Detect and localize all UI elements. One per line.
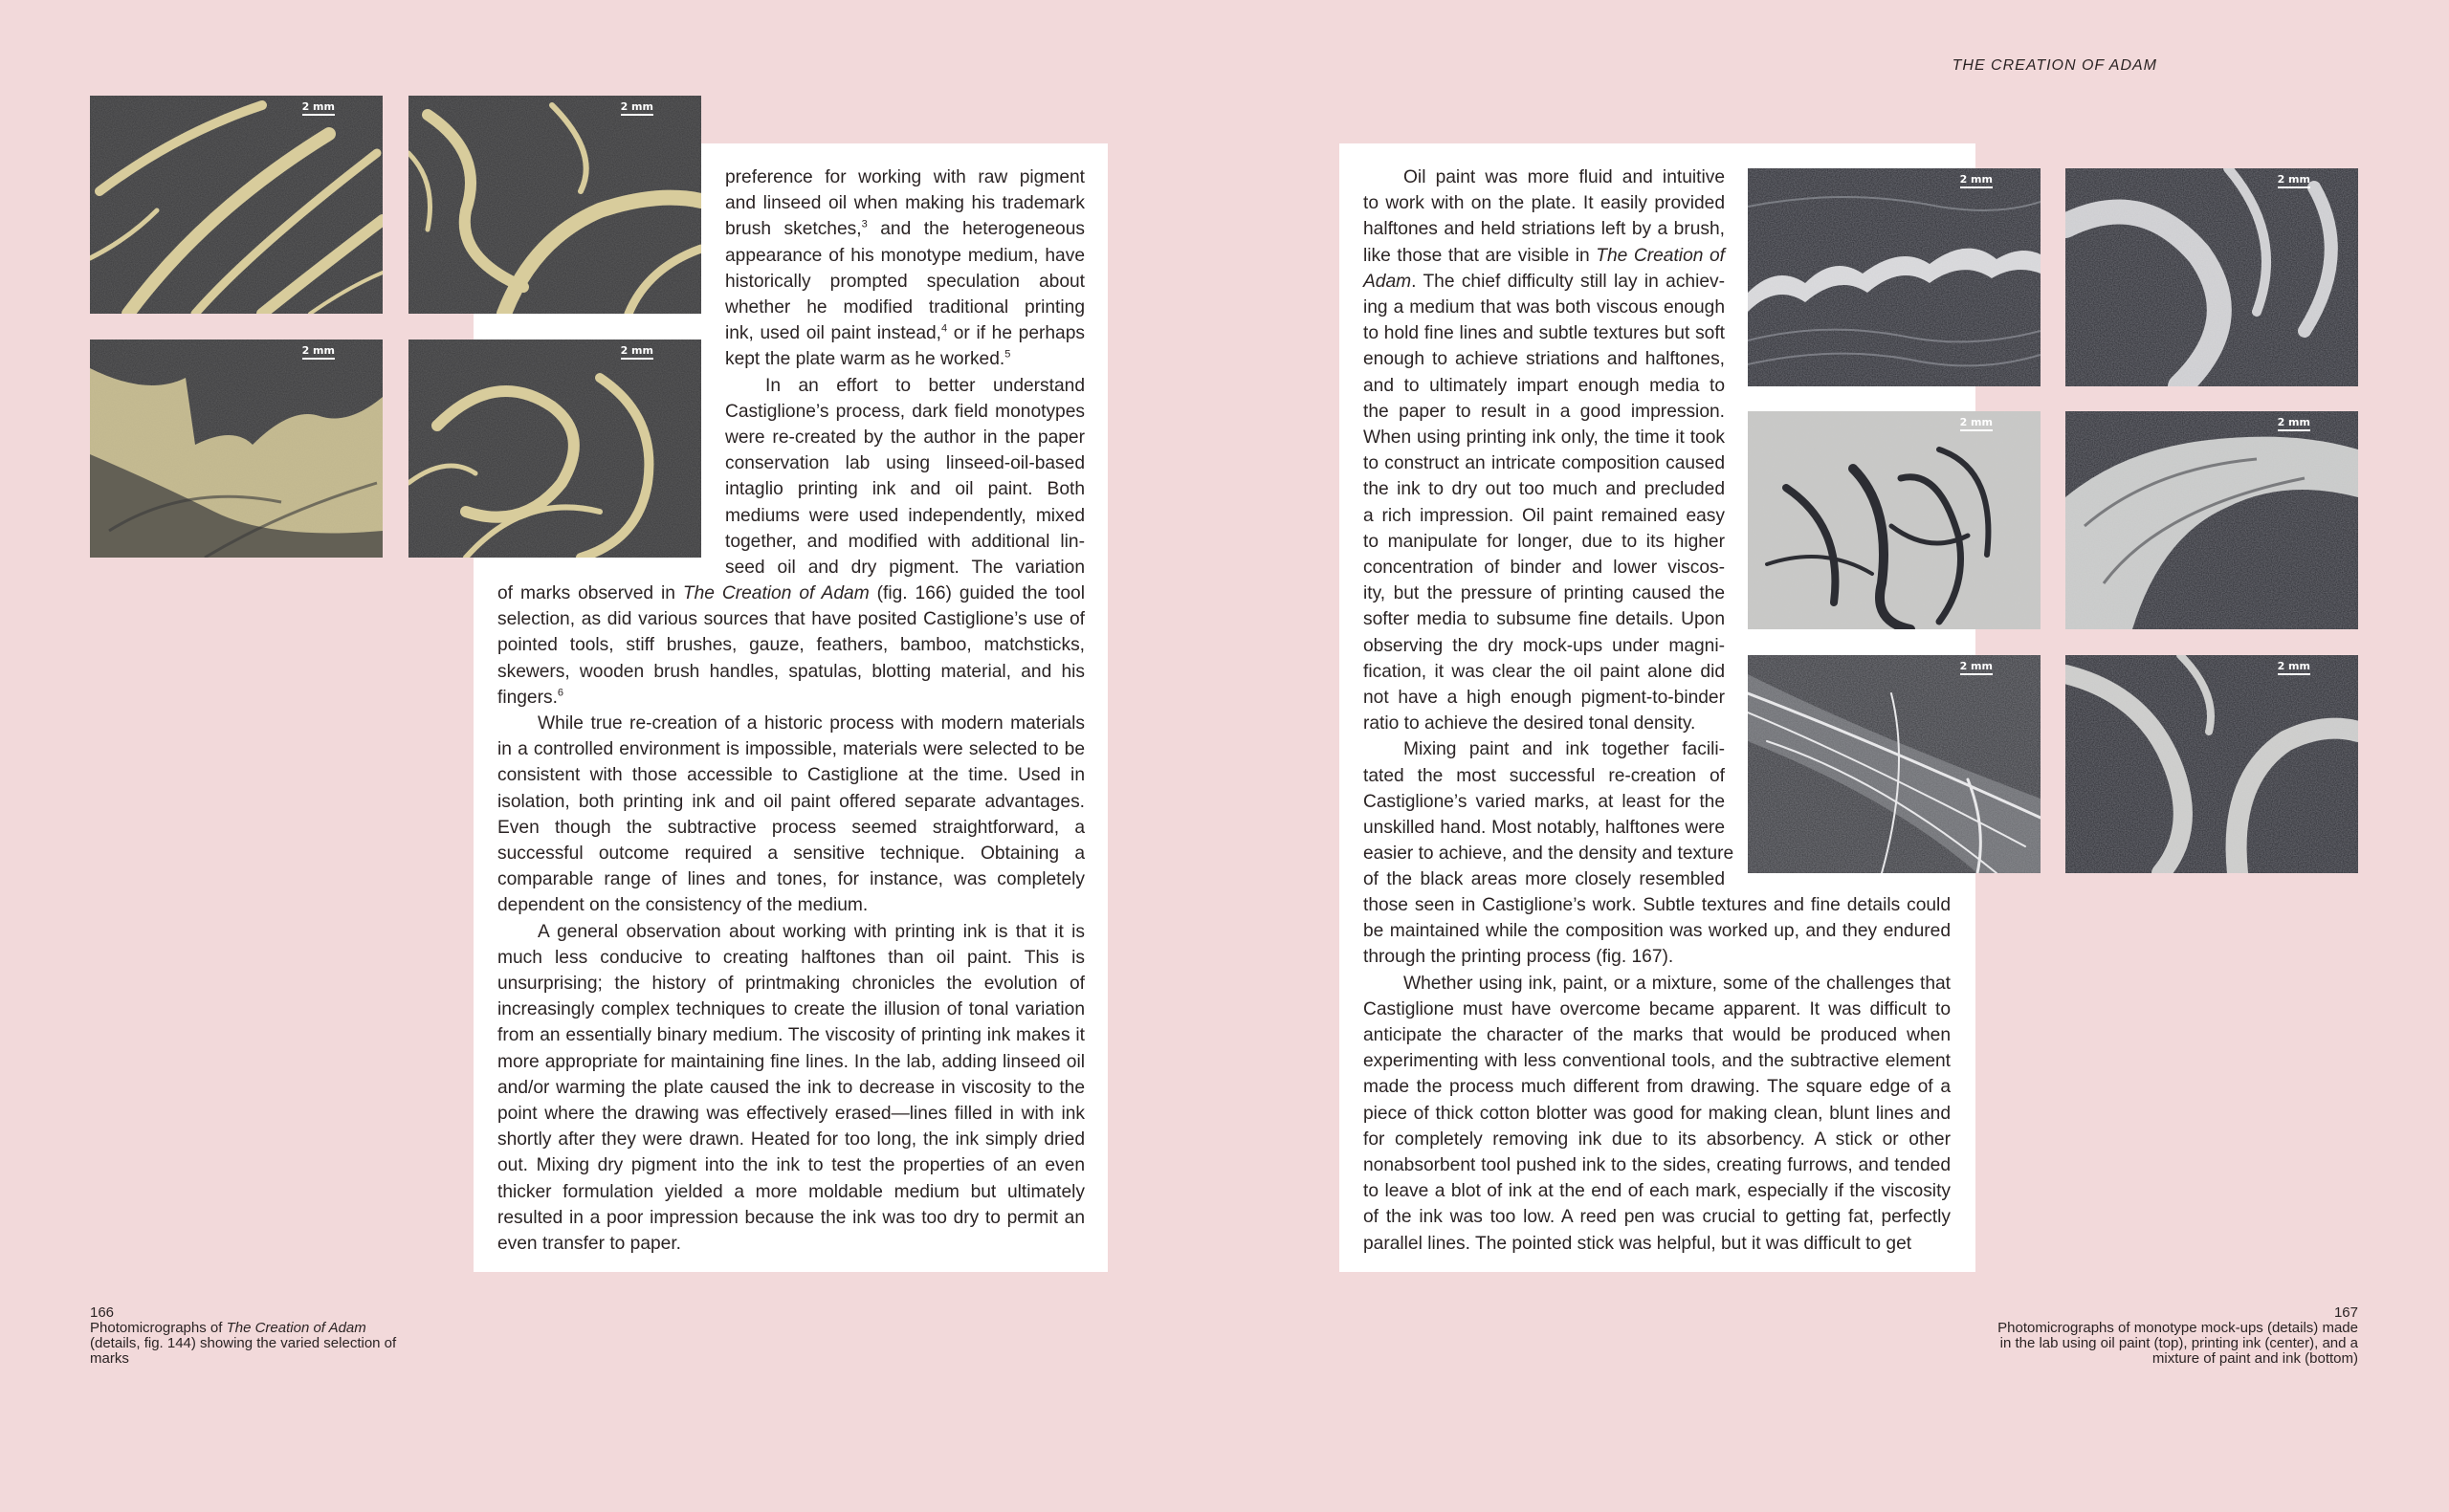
- oil-paint-mockup-2: [2065, 168, 2358, 386]
- text-line: unskilled hand. Most notably, halftones were: [1363, 818, 1725, 839]
- text-line: were re-created by the author in the paper: [725, 427, 1085, 449]
- running-head: THE CREATION OF ADAM: [1952, 57, 2157, 74]
- text-line: observing the dry mock-ups under magni-: [1363, 635, 1725, 656]
- work-title: The Creation of Adam: [682, 583, 870, 603]
- text-line: conservation lab using linseed-oil-based: [725, 453, 1085, 474]
- text-line: of the black areas more closely resembled: [1363, 869, 1725, 890]
- footnote-ref: 4: [941, 322, 948, 335]
- text-line: to manipulate for longer, due to its higher: [1363, 531, 1725, 552]
- text-line: tated the most successful re-creation of: [1363, 765, 1725, 786]
- scale-bar: 2 mm: [1960, 660, 1993, 675]
- text-line: ity, but the pressure of printing caused the: [1363, 583, 1725, 604]
- scale-bar: 2 mm: [2278, 173, 2310, 188]
- text-line: ing a medium that was both viscous enough: [1363, 297, 1725, 318]
- text-line: the ink to dry out too much and precluded: [1363, 479, 1725, 500]
- work-title: The Creation of Adam: [226, 1320, 366, 1336]
- text-line: Oil paint was more fluid and intuitive: [1403, 167, 1725, 187]
- text-line: and to ultimately impart enough media to: [1363, 375, 1725, 396]
- left-column-wide: [497, 581, 1085, 1257]
- scale-bar: 2 mm: [302, 344, 335, 360]
- scale-bar: 2 mm: [2278, 416, 2310, 431]
- text-line: preference for working with raw pigment: [725, 167, 1085, 187]
- text-line: Mixing paint and ink together facili-: [1403, 739, 1725, 760]
- text-line: a rich impression. Oil paint remained easy: [1363, 505, 1725, 526]
- text-line: not have a high enough pigment-to-binder: [1363, 688, 1725, 709]
- work-title: The Creation of: [1596, 245, 1725, 266]
- text-line: fication, it was clear the oil paint alone did: [1363, 661, 1725, 682]
- text-line: easier to achieve, and the density and texture: [1363, 844, 1734, 865]
- historic-detail-4: [408, 340, 701, 558]
- historic-detail-1: [90, 96, 383, 314]
- scale-bar: 2 mm: [2278, 660, 2310, 675]
- footnote-ref: 5: [1004, 349, 1011, 362]
- paragraph: While true re-creation of a historic process with modern materials in a controlled environment is impossible, materials were selected to be consistent with those accessible to Castiglione at the time. Used in isolation, both printing ink and oil paint offered separate advantages. Even though the subtractive process seemed straightforward, a successful outcome required a sensitive technique. Obtaining a comparable range of lines and tones, for instance, was completely dependent on the consistency of the medium.: [497, 713, 1085, 916]
- text-line: to work with on the plate. It easily provided: [1363, 193, 1725, 214]
- scale-bar: 2 mm: [302, 100, 335, 116]
- text-line: ratio to achieve the desired tonal density.: [1363, 713, 1696, 734]
- footnote-ref: 3: [861, 219, 868, 231]
- paragraph: those seen in Castiglione’s work. Subtle textures and fine details could be maintained while the composition was worked up, and they endured through the printing process (fig. 167).: [1363, 895, 1951, 968]
- text-line: kept the plate warm as he worked.$^5$: [725, 349, 1011, 370]
- text-line: whether he modified traditional printing: [725, 297, 1085, 318]
- text-line: ink, used oil paint instead,$^4$ or if he perhaps: [725, 322, 1085, 344]
- work-title: Adam: [1363, 271, 1412, 292]
- right-column-narrow: [1363, 164, 1734, 893]
- text-line: like those that are visible in The Creation of: [1363, 245, 1725, 266]
- text-line: When using printing ink only, the time it took: [1363, 427, 1725, 449]
- text-line: intaglio printing ink and oil paint. Both: [725, 479, 1085, 500]
- scale-bar: 2 mm: [621, 344, 653, 360]
- right-figure-caption: 167 Photomicrographs of monotype mock-ups (details) made in the lab using oil paint (top), printing ink (center), and a mixture of paint and ink (bottom): [1990, 1305, 2358, 1367]
- text-line: halftones and held striations left by a brush,: [1363, 219, 1725, 240]
- historic-detail-3: [90, 340, 383, 558]
- text-line: together, and modified with additional lin-: [725, 531, 1085, 552]
- text-line: Adam. The chief difficulty still lay in achiev-: [1363, 271, 1725, 292]
- scale-bar: 2 mm: [621, 100, 653, 116]
- paint-ink-mixture-mockup-1: [1748, 655, 2041, 873]
- text-line: In an effort to better understand: [765, 375, 1085, 396]
- text-line: and linseed oil when making his trademark: [725, 193, 1085, 214]
- paint-ink-mixture-mockup-2: [2065, 655, 2358, 873]
- page-number: 167: [2333, 1304, 2358, 1321]
- right-column-wide: [1363, 892, 1951, 1257]
- scale-bar: 2 mm: [1960, 173, 1993, 188]
- left-figure-caption: 166 Photomicrographs of The Creation of Adam (details, fig. 144) showing the varied selection of marks: [90, 1305, 415, 1367]
- text-line: softer media to subsume fine details. Upon: [1363, 609, 1725, 630]
- text-line: mediums were used independently, mixed: [725, 505, 1085, 526]
- text-line: historically prompted speculation about: [725, 271, 1085, 292]
- paragraph: of marks observed in The Creation of Adam (fig. 166) guided the tool selection, as did various sources that have posited Castiglione’s use of pointed tools, stiff brushes, gauze, feathers, bamboo, matchsticks, skewers, wooden brush handles, spatulas, blotting material, and his fingers.$^6$: [497, 583, 1085, 708]
- printing-ink-mockup-1: [1748, 411, 2041, 629]
- footnote-ref: 6: [557, 687, 564, 699]
- text-line: brush sketches,$^3$ and the heterogeneous: [725, 219, 1085, 240]
- text-line: enough to achieve striations and halftones,: [1363, 349, 1725, 370]
- historic-detail-2: [408, 96, 701, 314]
- paragraph: Whether using ink, paint, or a mixture, some of the challenges that Castiglione must have overcome became apparent. It was difficult to anticipate the character of the marks that would be produced when experimenting with less conventional tools, and the subtractive element made the process much different from drawing. The square edge of a piece of thick cotton blotter was good for making clean, blunt lines and for completely removing ink due to its absorbency. A stick or other nonabsorbent tool pushed ink to the sides, creating furrows, and tended to leave a blot of ink at the end of each mark, especially if the viscosity of the ink was too low. A reed pen was crucial to getting fat, perfectly parallel lines. The pointed stick was helpful, but it was difficult to get: [1363, 973, 1951, 1254]
- text-line: the paper to result in a good impression.: [1363, 401, 1725, 422]
- scale-bar: 2 mm: [1960, 416, 1993, 431]
- text-line: Castiglione’s varied marks, at least for the: [1363, 791, 1725, 812]
- left-column-narrow: [725, 164, 1085, 581]
- text-line: to hold fine lines and subtle textures but soft: [1363, 323, 1725, 344]
- text-line: seed oil and dry pigment. The variation: [725, 558, 1085, 579]
- printing-ink-mockup-2: [2065, 411, 2358, 629]
- text-line: concentration of binder and lower viscos-: [1363, 558, 1725, 579]
- paragraph: A general observation about working with printing ink is that it is much less conducive to creating halftones than oil paint. This is unsurprising; the history of printmaking chronicles the evolution of increasingly complex techniques to create the illusion of tonal variation from an essentially binary medium. The viscosity of printing ink makes it more appropriate for maintaining fine lines. In the lab, adding linseed oil and/or warming the plate caused the ink to decrease in viscosity to the point where the drawing was effectively erased—lines filled in with ink shortly after they were drawn. Heated for too long, the ink simply dried out. Mixing dry pigment into the ink to test the properties of an even thicker formulation yielded a more moldable medium but ultimately resulted in a poor impression because the ink was too dry to permit an even transfer to paper.: [497, 921, 1085, 1255]
- text-line: appearance of his monotype medium, have: [725, 245, 1085, 266]
- oil-paint-mockup-1: [1748, 168, 2041, 386]
- page-number: 166: [90, 1304, 115, 1321]
- text-line: Castiglione’s process, dark field monotypes: [725, 401, 1085, 422]
- text-line: to construct an intricate composition caused: [1363, 453, 1725, 474]
